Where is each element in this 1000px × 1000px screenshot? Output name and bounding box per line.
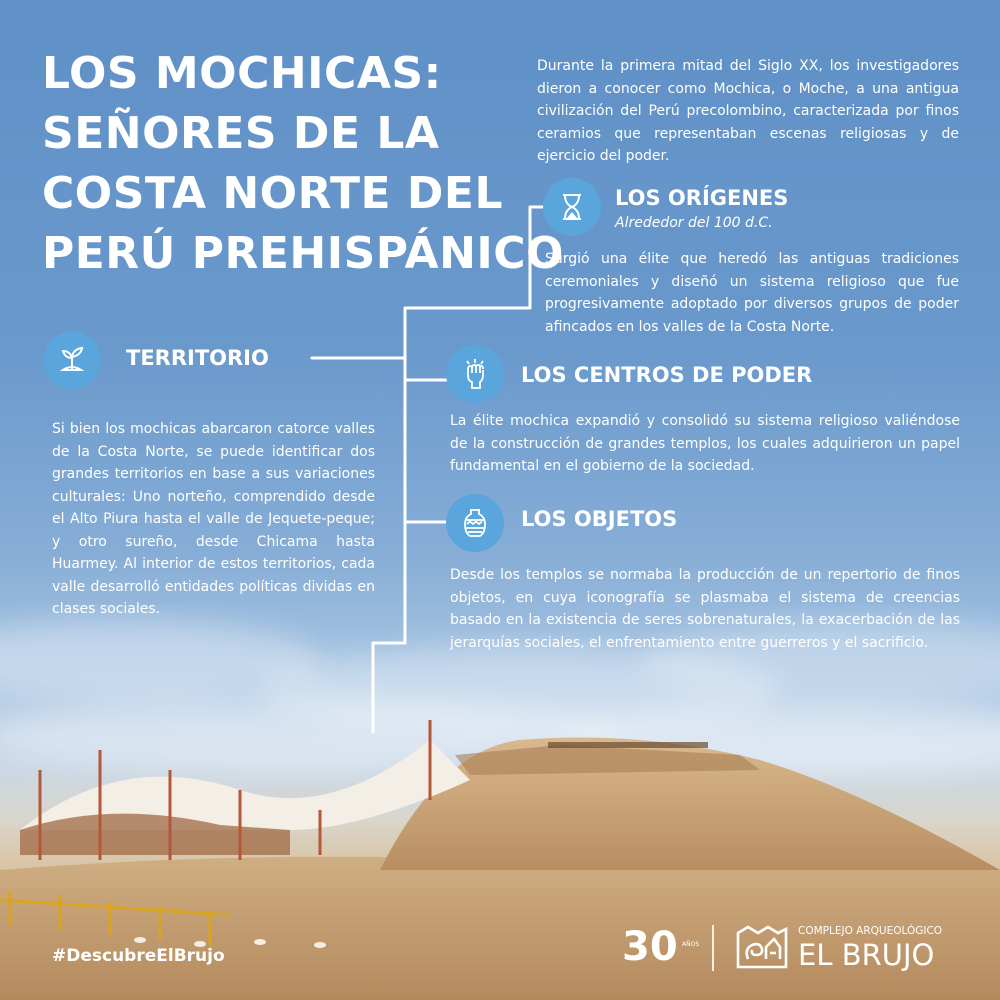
hourglass-icon	[543, 178, 601, 236]
title-line: PERÚ PREHISPÁNICO	[42, 228, 564, 279]
origenes-heading: LOS ORÍGENES	[615, 186, 789, 210]
territorio-heading: TERRITORIO	[126, 346, 269, 370]
territorio-text: Si bien los mochicas abarcaron catorce valles de la Costa Norte, se puede identificar dos grandes territorios en base a sus variaciones culturales: Uno norteño, comprendido desde el Alto Piura hasta el valle de Jequete-peque; y otro sureño, desde Chicama hasta Huarmey. Al interior de estos territorios, cada valle desarrolló entidades políticas dividas en clases sociales.	[52, 421, 375, 617]
title-line: SEÑORES DE LA	[42, 108, 440, 159]
intro-paragraph: Durante la primera mitad del Siglo XX, los investigadores dieron a conocer como Mochica, o Moche, a una antigua civilización del Perú precolombino, caracterizada por finos ceramios que representaban escenas religiosas y de ejercicio del poder.	[537, 58, 959, 164]
centros-heading: LOS CENTROS DE PODER	[521, 363, 813, 387]
objetos-heading: LOS OBJETOS	[521, 507, 678, 531]
anniversary-number: 30	[622, 924, 678, 970]
sprout-icon	[43, 331, 101, 389]
anniversary-label: AÑOS	[682, 941, 700, 948]
objetos-text: Desde los templos se normaba la producción de un repertorio de finos objetos, en cuya iconografía se plasmaba el sistema de creencias basado en la existencia de seres sobrenaturales, la exacerbación de las jerarquías sociales, el enfrentamiento entre guerreros y el sacrificio.	[450, 567, 960, 651]
centros-text: La élite mochica expandió y consolidó su sistema religioso valiéndose de la construcción de grandes templos, los cuales adquirieron un papel fundamental en el gobierno de la sociedad.	[450, 413, 960, 474]
brand-subtitle: COMPLEJO ARQUEOLÓGICO	[798, 925, 943, 937]
brand-name: EL BRUJO	[798, 938, 935, 972]
footer-divider	[712, 925, 714, 971]
origenes-date: Alrededor del 100 d.C.	[615, 215, 773, 231]
el-brujo-logo-icon	[734, 925, 790, 971]
hashtag: #DescubreElBrujo	[52, 946, 225, 966]
page-title	[42, 44, 564, 284]
raised-fist-icon	[446, 345, 504, 403]
title-line: COSTA NORTE DEL	[42, 168, 503, 219]
vessel-icon	[446, 494, 504, 552]
origenes-text: Surgió una élite que heredó las antiguas tradiciones ceremoniales y diseñó un sistema religioso que fue progresivamente adoptado por diversos grupos de poder afincados en los valles de la Costa Norte.	[545, 251, 959, 335]
anniversary-badge	[622, 923, 700, 973]
title-line: LOS MOCHICAS:	[42, 48, 442, 99]
